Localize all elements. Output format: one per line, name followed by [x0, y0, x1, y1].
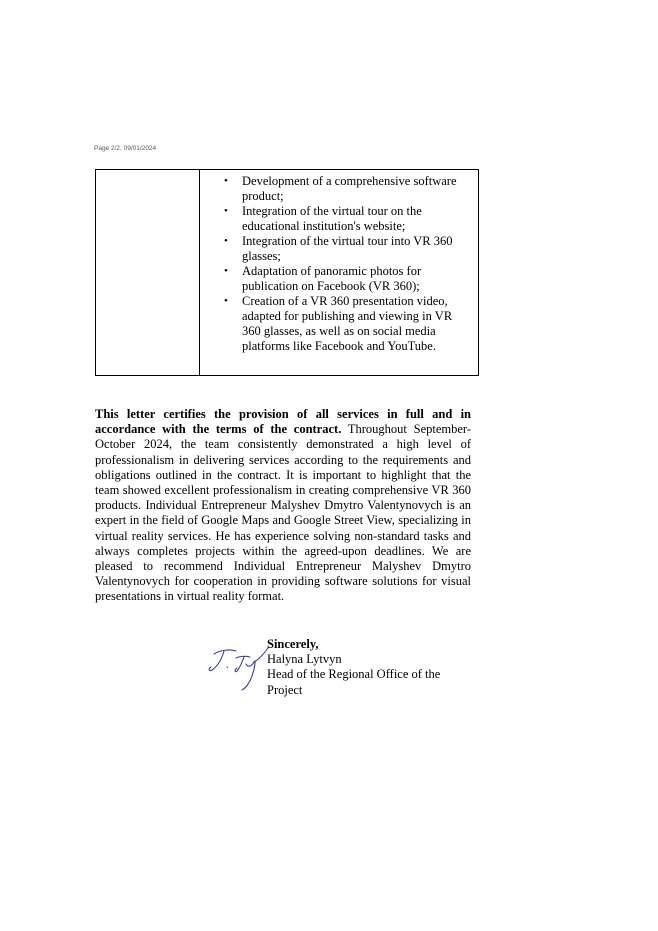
list-item-text: Adaptation of panoramic photos for publication on Facebook (VR 360); — [242, 264, 422, 293]
list-item — [222, 204, 470, 234]
signer-name: Halyna Lytvyn — [267, 652, 342, 667]
closing: Sincerely, — [267, 637, 319, 651]
bullet-icon: • — [224, 265, 228, 277]
body-text: Throughout September-October 2024, the team consistently demonstrated a high level of professionalism in delivering services according to the requirements and obligations outlined in the contract. It is important to highlight that the team showed excellent professionalism in creating comprehensive VR 360 products. Individual Entrepreneur Malyshev Dmytro Valentynovych is an expert in the field of Google Maps and Google Street View, specializing in virtual reality services. He has experience solving non-standard tasks and always completes projects within the agreed-upon deadlines. We are pleased to recommend Individual Entrepreneur Malyshev Dmytro Valentynovych for cooperation in providing software solutions for visual presentations in virtual reality format. — [95, 422, 471, 604]
services-list — [200, 170, 478, 354]
bullet-icon: • — [224, 175, 228, 187]
signer-title: Head of the Regional Office of the Project — [267, 667, 441, 697]
list-item-text: Development of a comprehensive software product; — [242, 174, 457, 203]
table-services-cell — [200, 170, 478, 375]
list-item — [222, 174, 470, 204]
list-item-text: Creation of a VR 360 presentation video, adapted for publishing and viewing in VR 360 glasses, as well as on social media platforms like Facebook and YouTube. — [242, 294, 453, 353]
bullet-icon: • — [224, 295, 228, 307]
bullet-icon: • — [224, 205, 228, 217]
certification-statement: This letter certifies the provision of all services in full and in accordance with the terms of the contract. — [95, 407, 471, 437]
list-item-text: Integration of the virtual tour on the educational institution's website; — [242, 204, 422, 233]
list-item — [222, 234, 470, 264]
list-item — [222, 294, 470, 354]
signature-block — [267, 637, 477, 698]
bullet-icon: • — [224, 235, 228, 247]
services-table — [95, 169, 479, 376]
table-empty-cell — [96, 170, 200, 375]
page-header: Page 2/2, 09/01/2024 — [94, 145, 157, 152]
handwritten-signature — [206, 640, 272, 692]
list-item — [222, 264, 470, 294]
list-item-text: Integration of the virtual tour into VR 360 glasses; — [242, 234, 453, 263]
letter-body — [95, 407, 471, 605]
